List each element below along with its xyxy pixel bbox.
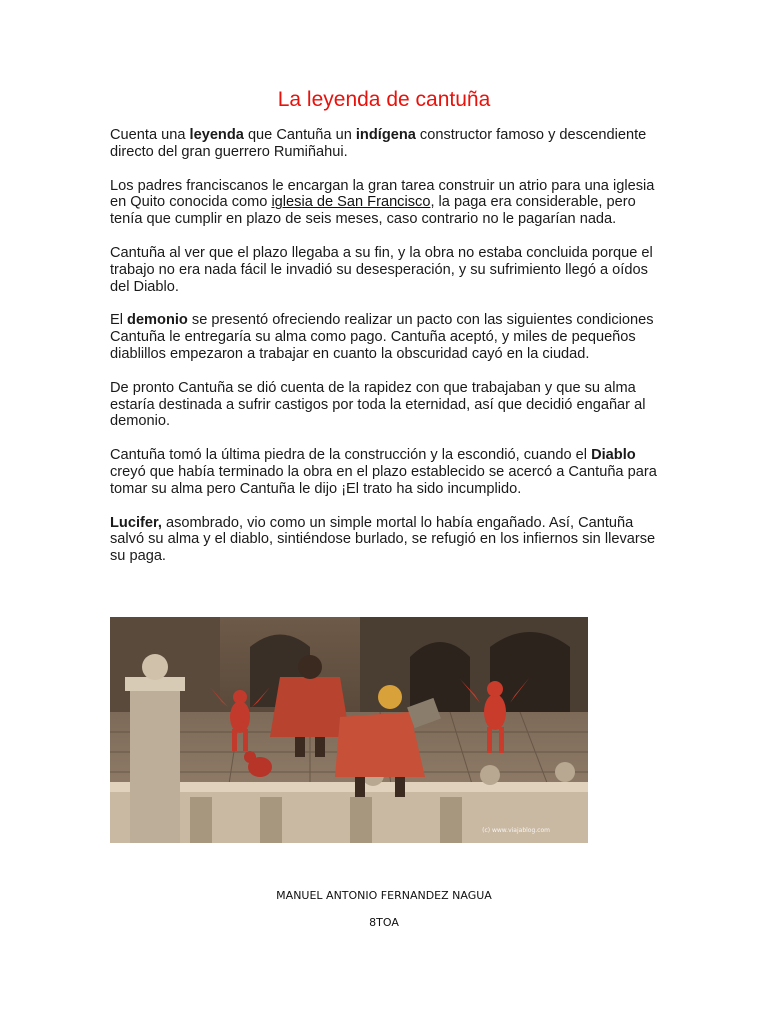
bold-term-demonio: demonio (127, 312, 188, 329)
paragraph-4 (110, 312, 670, 362)
paragraph-2 (110, 178, 670, 228)
paragraph-1 (110, 127, 670, 161)
text-run: Cuenta una (110, 127, 190, 143)
bold-term-diablo: Diablo (591, 447, 636, 464)
text-run: Los padres franciscanos le encargan la gran tarea construir un atrio para una iglesia en Quito conocida como (110, 177, 655, 211)
story-body (110, 127, 670, 582)
class-grade: 8TOA (369, 916, 399, 929)
text-run: asombrado, vio como un simple mortal lo había engañado. Así, Cantuña salvó su alma y el diablo, sintiéndose burlado, se refugió en los infiernos sin llevarse su paga. (110, 514, 656, 565)
diorama-scene (110, 617, 588, 843)
text-run: Cantuña al ver que el plazo llegaba a su fin, y la obra no estaba concluida porque el trabajo no era nada fácil le invadió su desesperación, y su sufrimiento llegó a oídos del Diablo. (110, 244, 653, 295)
bold-term-leyenda: leyenda (189, 127, 244, 143)
paragraph-7 (110, 515, 670, 565)
text-run: creyó que había terminado la obra en el plazo establecido se acercó a Cantuña para tomar su alma pero Cantuña le dijo ¡El trato ha sido incumplido. (110, 463, 657, 497)
text-run: De pronto Cantuña se dió cuenta de la rapidez con que trabajaban y que su alma estaría destinada a sufrir castigos por toda la eternidad, así que decidió engañar al demonio. (110, 379, 646, 430)
paragraph-3 (110, 245, 670, 295)
text-run: , la paga era considerable, pero tenía que cumplir en plazo de seis meses, caso contrario no le pagarían nada. (110, 194, 636, 228)
image-watermark: (c) www.viajablog.com (482, 827, 550, 834)
text-run: Cantuña tomó la última piedra de la construcción y la escondió, cuando el (110, 447, 592, 464)
page-title: La leyenda de cantuña (277, 88, 491, 111)
bold-term-indigena: indígena (355, 127, 416, 143)
bold-term-lucifer: Lucifer, (110, 514, 162, 531)
story-illustration-photo (110, 617, 588, 843)
text-run: se presentó ofreciendo realizar un pacto con las siguientes condiciones Cantuña le entregaría su alma como pago. Cantuña aceptó, y miles de pequeños diablillos empezaron a trabajar en cuanto la obscuridad cayó en la ciudad. (110, 312, 654, 362)
text-run: constructor famoso y descendiente directo del gran guerrero Rumiñahui. (110, 127, 647, 160)
text-run: El (110, 312, 128, 329)
paragraph-5 (110, 380, 670, 430)
link-iglesia-san-francisco[interactable]: iglesia de San Francisco (271, 194, 431, 211)
text-run: que Cantuña un (243, 127, 356, 143)
author-name: MANUEL ANTONIO FERNANDEZ NAGUA (276, 889, 492, 902)
paragraph-6 (110, 447, 670, 497)
